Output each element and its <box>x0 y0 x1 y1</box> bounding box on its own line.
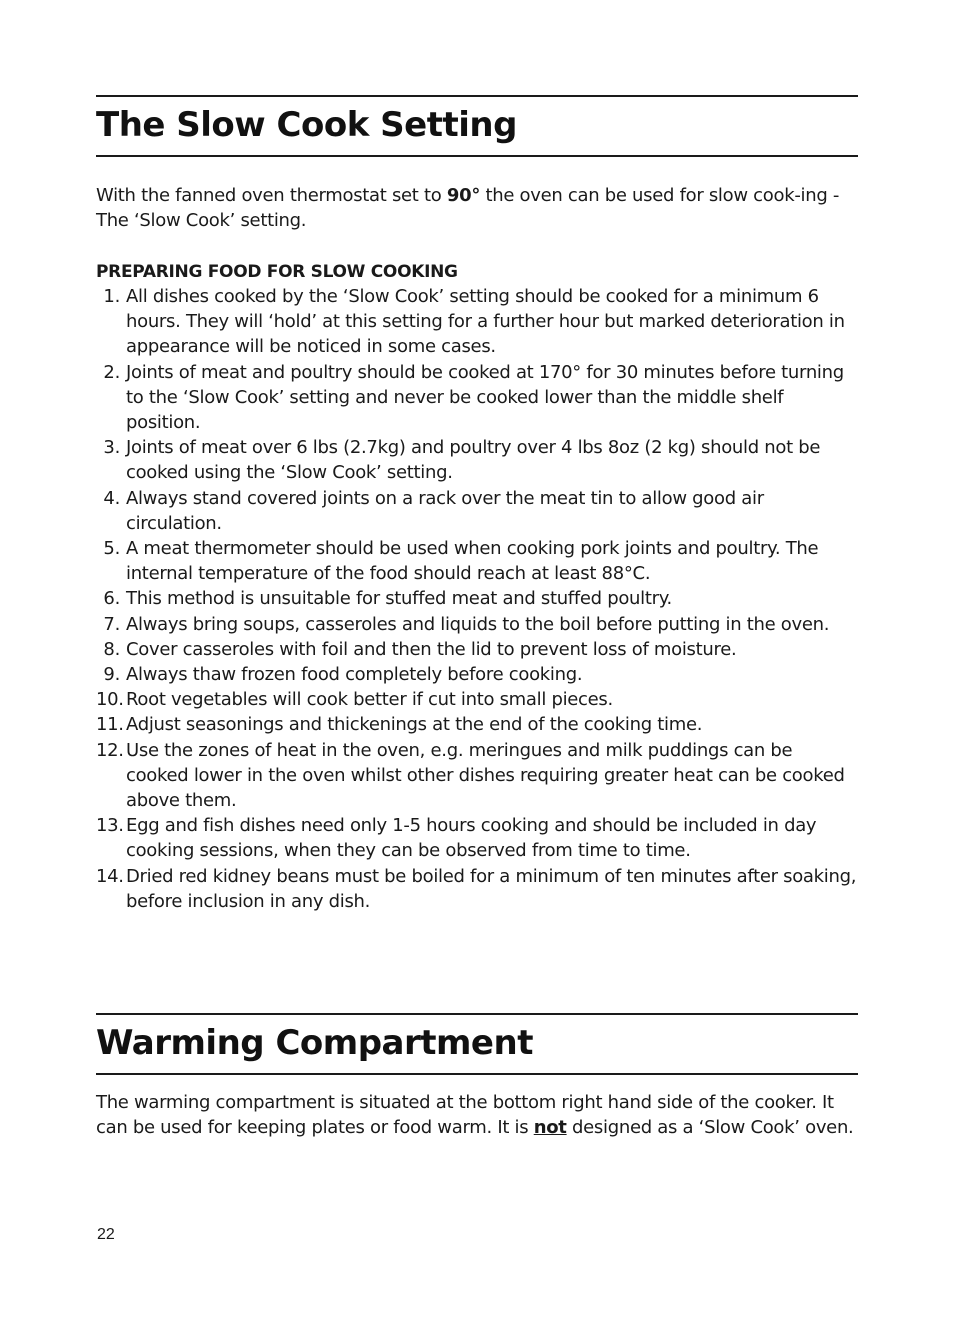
list-item <box>96 536 858 586</box>
list-item-number: 5. <box>103 538 120 560</box>
list-item-text: Joints of meat and poultry should be cooked at 170° for 30 minutes before turning to the ‘Slow Cook’ setting and never be cooked lower than the middle shelf position. <box>126 361 844 434</box>
list-item-text: Joints of meat over 6 lbs (2.7kg) and poultry over 4 lbs 8oz (2 kg) should not be cooked using the ‘Slow Cook’ setting. <box>126 437 821 484</box>
list-item <box>96 435 858 485</box>
list-item-number: 10. <box>96 689 124 711</box>
list-item <box>96 687 858 712</box>
list-item <box>96 864 858 914</box>
list-item <box>96 662 858 687</box>
list-item-number: 12. <box>96 739 124 761</box>
list-item-text: This method is unsuitable for stuffed meat and stuffed poultry. <box>126 588 672 610</box>
list-item-text: Adjust seasonings and thickenings at the end of the cooking time. <box>126 714 703 736</box>
list-item <box>96 612 858 637</box>
list-item-number: 2. <box>103 361 120 383</box>
list-item <box>96 360 858 436</box>
list-item-number: 6. <box>103 588 120 610</box>
emphasis-not: not <box>533 1117 567 1139</box>
list-item-text: Always stand covered joints on a rack over the meat tin to allow good air circulation. <box>126 487 764 534</box>
steps-list <box>96 284 858 914</box>
warming-paragraph <box>96 1090 858 1140</box>
list-item <box>96 284 858 360</box>
list-item <box>96 738 858 814</box>
list-item-number: 7. <box>103 613 120 635</box>
list-item-text: Root vegetables will cook better if cut into small pieces. <box>126 689 613 711</box>
list-item-text: All dishes cooked by the ‘Slow Cook’ setting should be cooked for a minimum 6 hours. They will ‘hold’ at this setting for a further hour but marked deterioration in appearance will be noticed in some cases. <box>126 286 845 358</box>
list-item-text: Cover casseroles with foil and then the lid to prevent loss of moisture. <box>126 638 737 660</box>
list-item-number: 1. <box>103 286 120 307</box>
list-item-number: 4. <box>103 487 120 509</box>
list-item-text: Always bring soups, casseroles and liquids to the boil before putting in the oven. <box>126 613 830 635</box>
list-item-number: 14. <box>96 865 124 887</box>
list-item-text: Use the zones of heat in the oven, e.g. meringues and milk puddings can be cooked lower in the oven whilst other dishes requiring greater heat can be cooked above them. <box>126 739 845 812</box>
subheading: PREPARING FOOD FOR SLOW COOKING <box>96 262 458 282</box>
intro-text: With the fanned oven thermostat set to <box>96 185 447 206</box>
list-item <box>96 586 858 611</box>
thermostat-value: 90° <box>446 185 481 206</box>
section-title: The Slow Cook Setting <box>96 105 517 145</box>
list-item <box>96 813 858 863</box>
list-item-number: 11. <box>96 714 124 736</box>
list-item-number: 13. <box>96 815 124 837</box>
list-item-text: Dried red kidney beans must be boiled for a minimum of ten minutes after soaking, before inclusion in any dish. <box>126 865 857 912</box>
list-item-text: Always thaw frozen food completely before cooking. <box>126 664 583 686</box>
list-item-text: A meat thermometer should be used when cooking pork joints and poultry. The internal temperature of the food should reach at least 88°C. <box>126 538 819 585</box>
list-item <box>96 486 858 536</box>
list-item-number: 8. <box>103 638 120 660</box>
section-title: Warming Compartment <box>96 1023 533 1063</box>
warming-text-end: designed as a ‘Slow Cook’ oven. <box>566 1117 854 1139</box>
intro-text-end: the oven can be used for slow cook-ing - The ‘Slow Cook’ setting. <box>96 185 840 232</box>
intro-paragraph <box>96 183 858 233</box>
list-item <box>96 637 858 662</box>
list-item-text: Egg and fish dishes need only 1-5 hours cooking and should be included in day cooking sessions, when they can be observed from time to time. <box>126 815 817 862</box>
list-item <box>96 712 858 737</box>
warming-text: The warming compartment is situated at the bottom right hand side of the cooker. It can be used for keeping plates or food warm. It is <box>96 1092 834 1139</box>
list-item-number: 3. <box>103 437 120 459</box>
page-number: 22 <box>97 1226 115 1243</box>
section-header-warming <box>96 1013 858 1075</box>
section-header-slow-cook <box>96 95 858 157</box>
list-item-number: 9. <box>103 664 120 686</box>
